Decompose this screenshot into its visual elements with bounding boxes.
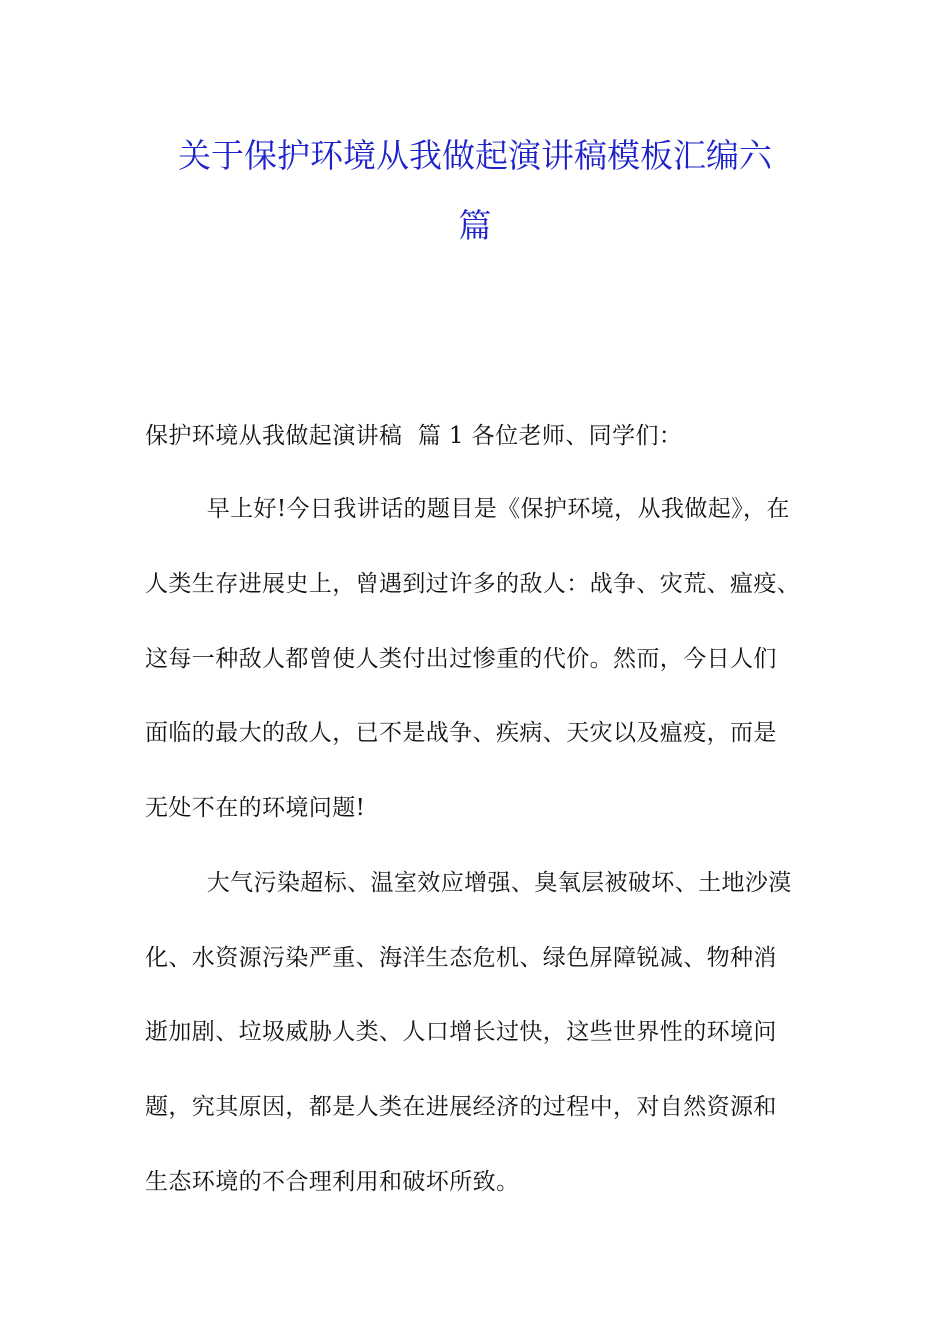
body-line-3: 人类生存进展史上，曾遇到过许多的敌人：战争、灾荒、瘟疫、 <box>145 571 801 597</box>
body-line-11: 生态环境的不合理利用和破坏所致。 <box>145 1169 520 1195</box>
document-title-line-1: 关于保护环境从我做起演讲稿模板汇编六 <box>178 136 772 175</box>
document-title-line-2: 篇 <box>458 206 492 245</box>
body-line-5: 面临的最大的敌人，已不是战争、疾病、天灾以及瘟疫，而是 <box>145 720 777 746</box>
body-line-10: 题，究其原因，都是人类在进展经济的过程中，对自然资源和 <box>145 1094 777 1120</box>
body-line-4: 这每一种敌人都曾使人类付出过惨重的代价。然而，今日人们 <box>145 646 777 672</box>
body-line-1: 保护环境从我做起演讲稿 篇 1 各位老师、同学们： <box>145 423 683 449</box>
body-line-8: 化、水资源污染严重、海洋生态危机、绿色屏障锐减、物种消 <box>145 945 777 971</box>
body-line-7: 大气污染超标、温室效应增强、臭氧层被破坏、土地沙漠 <box>145 870 792 896</box>
body-line-2: 早上好!今日我讲话的题目是《保护环境，从我做起》，在 <box>145 496 790 522</box>
body-line-6: 无处不在的环境问题! <box>145 795 366 821</box>
body-line-9: 逝加剧、垃圾威胁人类、人口增长过快，这些世界性的环境问 <box>145 1019 777 1045</box>
